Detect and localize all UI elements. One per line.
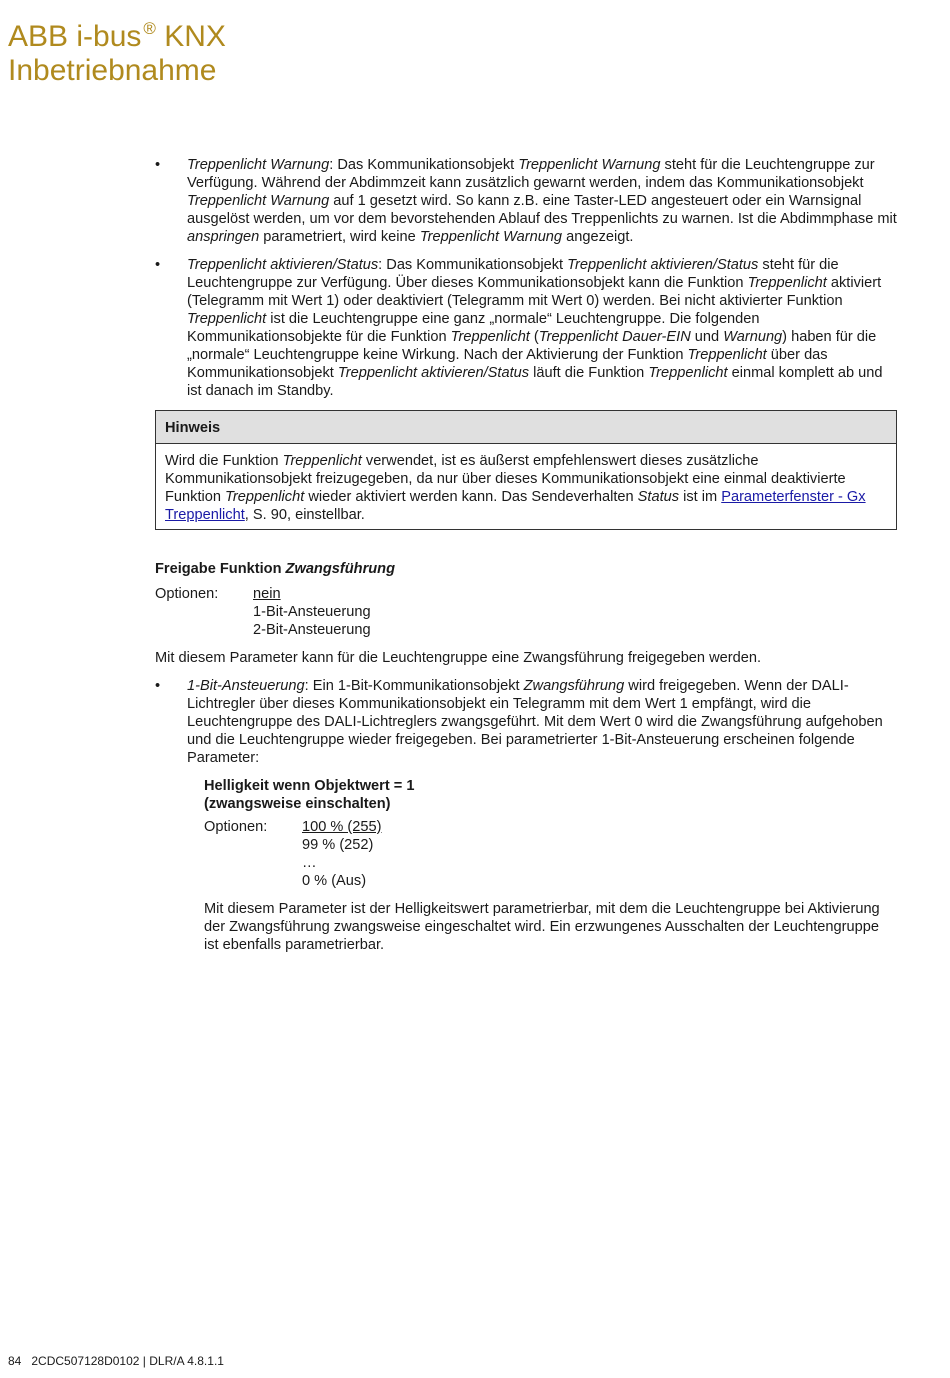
section-title (155, 560, 897, 578)
option-item: 1-Bit-Ansteuerung (253, 604, 371, 620)
bullet-item (155, 677, 897, 767)
text-run: über das Kommunikationsobjekt (187, 347, 828, 381)
text-run: auf 1 gesetzt wird. So kann z.B. eine Taster-LED angesteuert oder ein Warnsignal ausgelöst werden, um vor dem bevorstehenden Ablauf des Treppenlichts zu warnen. Ist die Abdimmphase mit (187, 193, 897, 227)
bullet-item (155, 156, 897, 246)
italic-term: 1-Bit-Ansteuerung (187, 678, 305, 694)
bullet-list-treppenlicht (155, 156, 897, 400)
subsection-title-line1: Helligkeit wenn Objektwert = 1 (204, 778, 415, 794)
subsection-title (204, 777, 897, 813)
brand-name: ABB i-bus (8, 20, 142, 53)
cross-reference-link[interactable]: Parameterfenster - Gx Treppenlicht (165, 489, 866, 523)
note-text (156, 444, 896, 529)
brand-suffix: KNX (155, 20, 226, 53)
italic-term: Treppenlicht (687, 347, 767, 363)
text-run: steht für die Leuchtengruppe zur Verfügung. Während der Abdimmzeit kann zusätzlich gewarnt werden, indem das Kommunikationsobjekt (187, 157, 875, 191)
brand-title (8, 12, 226, 54)
text-run: parametriert, wird keine (259, 229, 420, 245)
text-run: : Ein 1-Bit-Kommunikationsobjekt (304, 678, 524, 694)
italic-term: anspringen (187, 229, 260, 245)
italic-term: Treppenlicht Dauer-EIN (538, 329, 691, 345)
italic-term: Status (637, 489, 680, 505)
option-item: 2-Bit-Ansteuerung (253, 622, 371, 638)
section-title-prefix: Freigabe Funktion (155, 561, 286, 577)
subsection-title-line2: (zwangsweise einschalten) (204, 796, 391, 812)
chapter-title: Inbetriebnahme (8, 54, 217, 87)
bullet-list-zwangsfuehrung (155, 677, 897, 767)
bullet-icon: • (155, 157, 161, 173)
text-run: ist die Leuchtengruppe eine ganz „normale“ Leuchtengruppe. Die folgenden Kommunikationsobjekte für die Funktion (187, 311, 760, 345)
text-run: , S. 90, einstellbar. (244, 507, 365, 523)
page-number: 84 (8, 1354, 22, 1368)
italic-term: Treppenlicht (450, 329, 530, 345)
subsection (155, 777, 897, 954)
italic-term: Treppenlicht Warnung (187, 193, 330, 209)
text-run: einmal komplett ab und ist danach im Standby. (187, 365, 883, 399)
text-run: steht für die Leuchtengruppe zur Verfügung. Über dieses Kommunikationsobjekt kann die Funktion (187, 257, 839, 291)
bullet-text (187, 677, 897, 767)
text-run: : Das Kommunikationsobjekt (378, 257, 568, 273)
bullet-text (187, 256, 897, 400)
subsection-description: Mit diesem Parameter ist der Helligkeitswert parametrierbar, mit dem die Leuchtengruppe bei Aktivierung der Zwangsführung zwangsweise eingeschaltet wird. Ein erzwungenes Ausschalten der Leuchtengruppe ist ebenfalls parametrierbar. (204, 901, 880, 953)
option-item: … (302, 855, 317, 871)
section-description: Mit diesem Parameter kann für die Leuchtengruppe eine Zwangsführung freigegeben werden. (155, 650, 762, 666)
option-default: nein (253, 586, 281, 602)
text-run: ) haben für die „normale“ Leuchtengruppe keine Wirkung. Nach der Aktivierung der Funktion (187, 329, 877, 363)
option-item: 99 % (252) (302, 837, 374, 853)
note-box (155, 410, 897, 530)
text-run: Wird die Funktion (165, 453, 283, 469)
options-list (253, 585, 371, 639)
italic-term: Treppenlicht (648, 365, 728, 381)
italic-term: Treppenlicht (747, 275, 827, 291)
registered-mark: ® (143, 19, 156, 38)
italic-term: Treppenlicht (187, 311, 267, 327)
bullet-icon: • (155, 678, 161, 694)
page-footer (8, 1354, 224, 1368)
options-label: Optionen: (155, 586, 219, 602)
option-default: 100 % (255) (302, 819, 382, 835)
section-title-italic: Zwangsführung (285, 561, 395, 577)
subsection-options-label: Optionen: (204, 819, 268, 835)
page-header (8, 12, 226, 88)
subsection-options (204, 818, 897, 890)
text-run: verwendet, ist es äußerst empfehlenswert dieses zusätzliche Kommunikationsobjekt freizugegeben, da nur über dieses Kommunikationsobjekt eine einmal deaktivierte Funktion (165, 453, 846, 505)
italic-term: Treppenlicht aktivieren/Status (187, 257, 379, 273)
italic-term: Treppenlicht aktivieren/Status (567, 257, 759, 273)
text-run: : Das Kommunikationsobjekt (329, 157, 519, 173)
bullet-text (187, 156, 897, 246)
note-title: Hinweis (156, 411, 896, 444)
text-run: aktiviert (Telegramm mit Wert 1) oder deaktiviert (Telegramm mit Wert 0) werden. Bei nicht aktivierter Funktion (187, 275, 882, 309)
bullet-item (155, 256, 897, 400)
subsection-options-list (302, 818, 382, 890)
italic-term: Treppenlicht aktivieren/Status (337, 365, 530, 381)
text-run: wird freigegeben. Wenn der DALI-Lichtregler über dieses Kommunikationsobjekt ein Telegramm mit dem Wert 1 empfängt, wird die Leuchtengruppe des DALI-Lichtreglers zwangsgeführt. Mit dem Wert 0 wird die Zwangsführung aufgehoben und die Leuchtengruppe wieder freigegeben. Bei parametrierter 1-Bit-Ansteuerung erscheinen folgende Parameter: (187, 678, 883, 766)
text-run: angezeigt. (562, 229, 634, 245)
text-run: wieder aktiviert werden kann. Das Sendeverhalten (304, 489, 638, 505)
option-item: 0 % (Aus) (302, 873, 367, 889)
text-run: ist im (679, 489, 722, 505)
text-run: läuft die Funktion (529, 365, 649, 381)
italic-term: Warnung (723, 329, 783, 345)
page-content (155, 156, 897, 954)
italic-term: Treppenlicht (282, 453, 362, 469)
italic-term: Zwangsführung (523, 678, 625, 694)
italic-term: Treppenlicht Warnung (419, 229, 563, 245)
text-run: und (690, 329, 724, 345)
italic-term: Treppenlicht Warnung (518, 157, 661, 173)
document-id: 2CDC507128D0102 | DLR/A 4.8.1.1 (31, 1354, 224, 1368)
text-run: ( (529, 329, 539, 345)
italic-term: Treppenlicht (225, 489, 305, 505)
italic-term: Treppenlicht Warnung (187, 157, 330, 173)
bullet-icon: • (155, 257, 161, 273)
section-options (155, 585, 897, 639)
